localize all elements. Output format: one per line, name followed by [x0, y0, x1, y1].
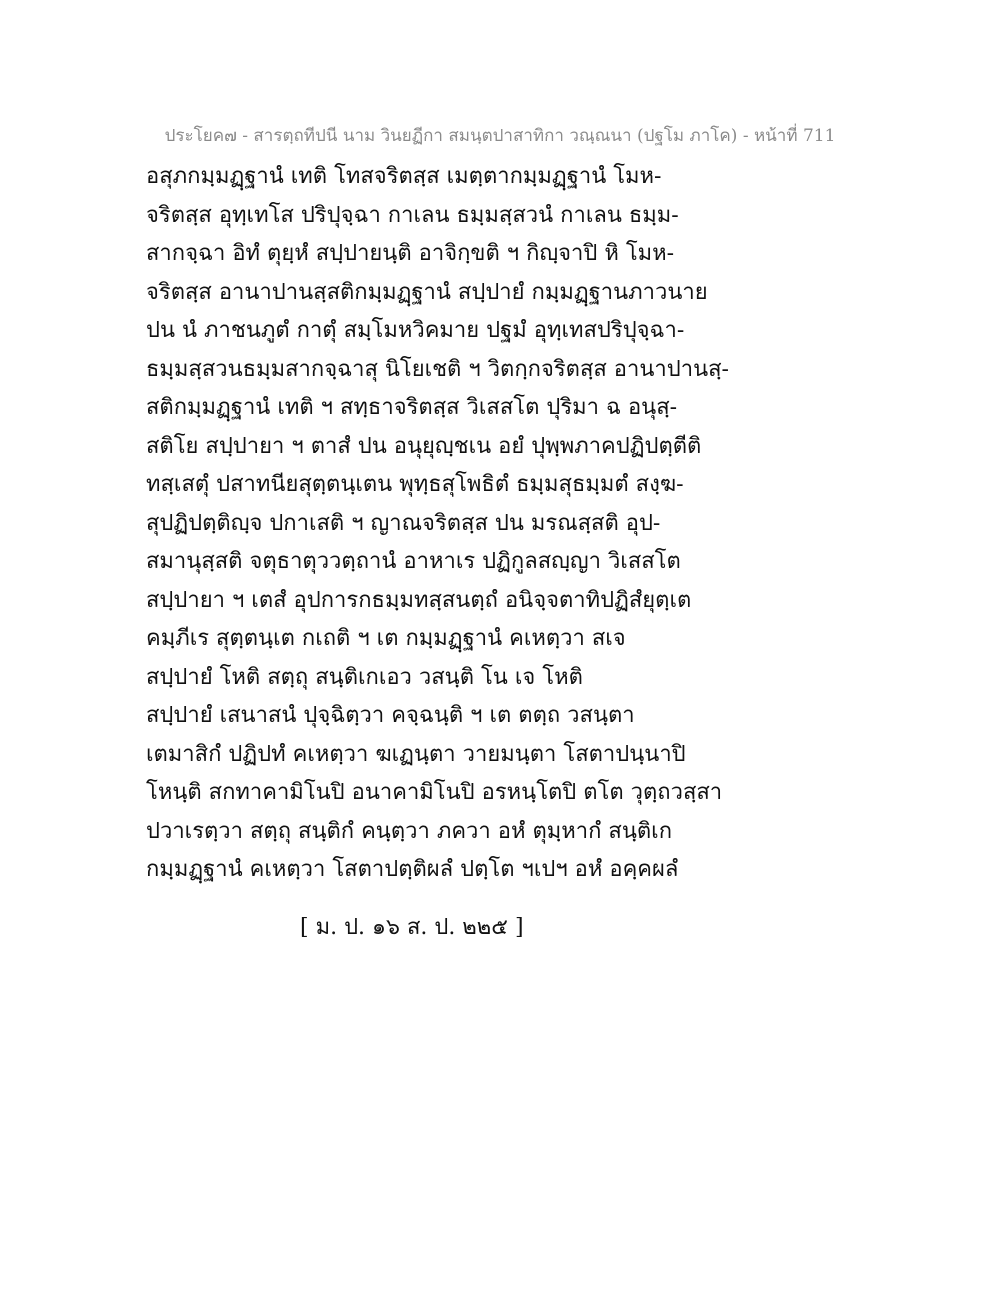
text-line: โหนฺติ สกทาคามิโนปิ อนาคามิโนปิ อรหนฺโตปิ ตโต วุตฺถวสฺสา [146, 780, 723, 805]
text-line: ทสฺเสตุํ ปสาทนียสุตฺตนฺเตน พุทฺธสุโพธิตํ ธมฺมสุธมฺมตํ สงฺฆ- [146, 472, 684, 497]
text-line: อสุภกมฺมฏฺฐานํ เทติ โทสจริตสฺส เมตฺตากมฺมฏฺฐานํ โมห- [146, 164, 662, 189]
text-line: ปน นํ ภาชนภูตํ กาตุํ สมฺโมหวิคมาย ปฐมํ อุทฺเทสปริปุจฺฉา- [146, 318, 685, 343]
footnote-reference: [ ม. ป. ๑๖ ส. ป. ๒๒๕ ] [300, 915, 524, 940]
text-line: สปฺปายํ โหติ สตฺถุ สนฺติเกเอว วสนฺติ โน เจ โหติ [146, 664, 583, 690]
running-header: ประโยค๗ - สารตฺถทีปนี นาม วินยฏีกา สมนฺตปาสาทิกา วณฺณนา (ปฐโม ภาโค) - หน้าที่ 711 [164, 126, 836, 146]
text-line: สปฺปายํ เสนาสนํ ปุจฺฉิตฺวา คจฺฉนฺติ ฯ เต ตตฺถ วสนฺตา [146, 703, 635, 728]
text-line: กมฺมฏฺฐานํ คเหตฺวา โสตาปตฺติผลํ ปตฺโต ฯเปฯ อหํ อคฺคผลํ [146, 857, 679, 882]
text-line: สุปฏิปตฺติญฺจ ปกาเสติ ฯ ญาณจริตสฺส ปน มรณสฺสติ อุป- [146, 510, 661, 536]
text-line: สติโย สปฺปายา ฯ ตาสํ ปน อนุยุญฺชเน อยํ ปุพฺพภาคปฏิปตฺตีติ [146, 433, 702, 459]
text-line: คมฺภีเร สุตฺตนฺเต กเถติ ฯ เต กมฺมฏฺฐานํ คเหตฺวา สเจ [146, 626, 626, 651]
text-line: จริตสฺส อุทฺเทโส ปริปุจฺฉา กาเลน ธมฺมสฺสวนํ กาเลน ธมฺม- [146, 202, 679, 228]
text-line: ธมฺมสฺสวนธมฺมสากจฺฉาสุ นิโยเชติ ฯ วิตกฺกจริตสฺส อานาปานสฺ- [146, 356, 729, 382]
text-line: สปฺปายา ฯ เตสํ อุปการกธมฺมทสฺสนตฺถํ อนิจฺจตาทิปฏิสํยุตฺเต [146, 587, 692, 613]
text-line: สากจฺฉา อิทํ ตุยฺหํ สปฺปายนฺติ อาจิกฺขติ ฯ กิญฺจาปิ หิ โมห- [146, 241, 675, 266]
text-line: สติกมฺมฏฺฐานํ เทติ ฯ สทฺธาจริตสฺส วิเสสโต ปุริมา ฉ อนุสฺ- [146, 395, 678, 420]
text-line: ปวาเรตฺวา สตฺถุ สนฺติกํ คนฺตฺวา ภควา อหํ ตุมฺหากํ สนฺติเก [146, 818, 673, 844]
text-line: จริตสฺส อานาปานสฺสติกมฺมฏฺฐานํ สปฺปายํ กมฺมฏฺฐานภาวนาย [146, 279, 708, 305]
body-text [146, 158, 729, 890]
text-line: เตมาสิกํ ปฏิปทํ คเหตฺวา ฆเฏนฺตา วายมนฺตา โสตาปนฺนาปิ [146, 741, 686, 767]
text-line: สมานุสฺสติ จตุธาตุววตฺถานํ อาหาเร ปฏิกูลสญฺญา วิเสสโต [146, 549, 681, 574]
